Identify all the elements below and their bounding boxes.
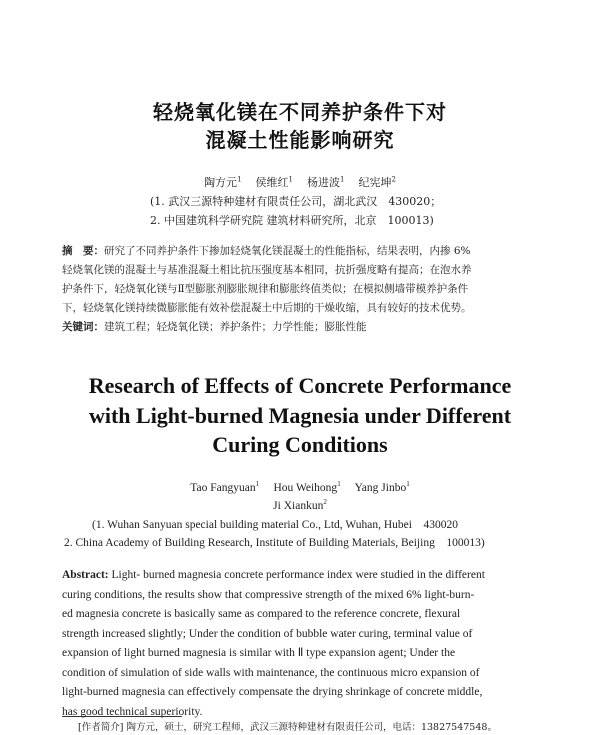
en-abstract-line: Abstract: Light- burned magnesia concrete performance index were studied in the different <box>62 569 485 581</box>
footnote-divider <box>62 716 182 717</box>
cn-abstract-line: 下，轻烧氧化镁持续微膨胀能有效补偿混凝土中后期的干燥收缩，具有较好的技术优势。 <box>62 302 472 314</box>
en-affiliation-2: 2. China Academy of Building Research, Institute of Building Materials, Beijing 100013) <box>64 537 485 549</box>
cn-affiliation-2: 2. 中国建筑科学研究院 建筑材料研究所，北京 100013) <box>150 214 434 227</box>
en-title-line3: Curing Conditions <box>212 432 388 457</box>
en-author: Yang Jinbo$^1$ <box>354 480 410 494</box>
en-title-line1: Research of Effects of Concrete Performance <box>88 373 512 398</box>
cn-abstract-line: 护条件下，轻烧氧化镁与Ⅱ型膨胀剂膨胀规律和膨胀终值类似；在模拟侧墙带模养护条件 <box>62 283 469 295</box>
footnote <box>78 719 497 733</box>
cn-abstract-label: 摘 要： <box>62 245 104 257</box>
en-author: Tao Fangyuan$^1$ <box>190 480 260 494</box>
cn-affiliation-1: (1. 武汉三源特种建材有限责任公司，湖北武汉 430020； <box>150 195 442 208</box>
cn-title-line1: 轻烧氧化镁在不同养护条件下对 <box>153 100 447 124</box>
en-abstract-line: ed magnesia concrete is basically same as compared to the reference concrete, flexural <box>62 608 461 620</box>
cn-abstract-line: 轻烧氧化镁的混凝土与基准混凝土相比抗压强度基本相同，抗折强度略有提高；在泡水养 <box>62 264 472 276</box>
en-abstract-line: has good technical superiority. <box>62 705 203 718</box>
en-authors-row2 <box>0 498 600 512</box>
en-authors-row1 <box>0 480 600 494</box>
en-author: Hou Weihong$^1$ <box>273 480 341 494</box>
cn-keywords: 关键词：建筑工程；轻烧氧化镁；养护条件；力学性能；膨胀性能 <box>62 321 367 333</box>
en-affiliation-1: (1. Wuhan Sanyuan special building material Co., Ltd, Wuhan, Hubei 430020 <box>92 519 458 531</box>
cn-abstract-line: 摘 要：研究了不同养护条件下掺加轻烧氧化镁混凝土的性能指标，结果表明，内掺 6% <box>62 245 471 257</box>
en-abstract-line: expansion of light burned magnesia is similar with Ⅱ type expansion agent; Under the <box>62 647 456 659</box>
en-author: Ji Xiankun$^2$ <box>273 498 327 512</box>
footnote-label: [作者简介] <box>78 722 124 733</box>
en-abstract <box>62 566 540 722</box>
cn-title-line2: 混凝土性能影响研究 <box>205 128 395 152</box>
footnote-text: 陶方元，硕士，研究工程师，武汉三源特种建材有限责任公司，电话：13827547548。 <box>126 722 497 733</box>
cn-authors <box>0 174 600 190</box>
en-title-line2: with Light-burned Magnesia under Different <box>88 403 512 428</box>
cn-author: 陶方元$^1$ <box>204 175 242 189</box>
cn-author: 杨进波$^1$ <box>307 175 345 189</box>
cn-author: 纪宪坤$^2$ <box>358 175 396 189</box>
cn-author: 侯维红$^1$ <box>255 175 293 189</box>
en-abstract-line: light-burned magnesia can effectively compensate the drying shrinkage of concrete middle, <box>62 686 483 698</box>
en-abstract-line: curing conditions, the results show that compressive strength of the mixed 6% light-burn- <box>62 588 475 601</box>
cn-abstract <box>62 242 540 337</box>
cn-keywords-label: 关键词： <box>62 321 104 333</box>
en-abstract-line: strength increased slightly; Under the condition of bubble water curing, terminal value of <box>62 627 473 640</box>
en-abstract-label: Abstract: <box>62 569 109 581</box>
en-abstract-line: condition of simulation of side walls with maintenance, the continuous micro expansion of <box>62 666 480 679</box>
